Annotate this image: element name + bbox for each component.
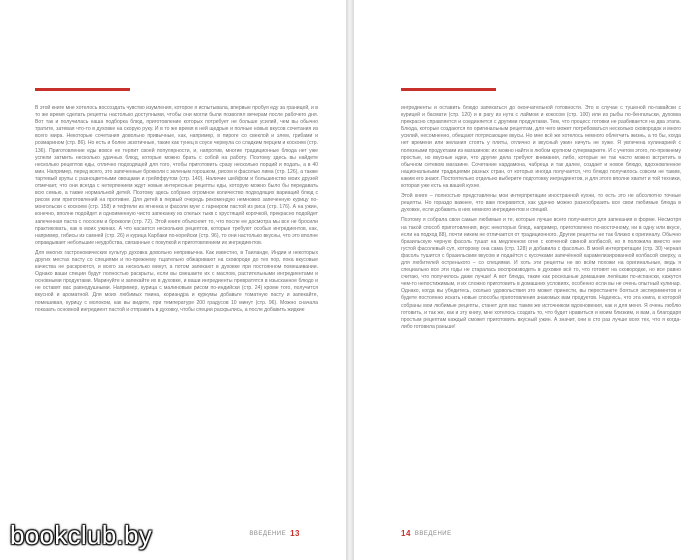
right-page-folio	[401, 529, 452, 538]
right-page-body	[401, 105, 681, 523]
body-paragraph: Этой книге – полностью представлены мои интерпретации иностранной кухни, то есть это не абсолютно точные рецепты. Но гораздо важнее, что вам понравится, как удачно можно разнообразить все свои любимые блюда в духовке, если добавить в них немного ингредиентов и специй.	[401, 193, 681, 214]
chapter-accent-rule	[401, 88, 496, 91]
site-watermark: bookclub.by	[10, 520, 153, 550]
body-paragraph: Для многих гастрономических культур духовка довольно непривычна. Как известно, в Таиланде, Индии и некоторых других местах пасту со специями и по-прежнему тщательно обжаривают на сковороде до тех пор, пока вкусовые качества не раскроются, и всего за несколько минут, а потом запекают в духовке при постоянном помешивании. Однако ваши специи будут полностью раскрыты, если вы смешаете их с маслом, растительными ингредиентами и основными продуктами. Маринуйте и запекайте их в духовке, и ваши ингредиенты превратятся в изысканное блюдо и не оставят вас равнодушными. Например, курица с малиновым рисом по-индийски (стр. 24) кроме того, получится вкусной и ароматной. Для моих любимых тмина, кориандра и куркумы добавьте томатную пасту и запекайте, помешивая, курицу с молоком, как вы видите, при температуре 200 градусов 10 минут (стр. 96). Можно сначала показать основной ингредиент пастой и отправить в духовку, чтобы специи раскрылись, а после добавить жидкие	[35, 249, 318, 313]
left-page-body	[35, 105, 318, 523]
left-page	[0, 0, 346, 560]
page-number: 13	[290, 529, 300, 538]
running-head: ВВЕДЕНИЕ	[414, 530, 452, 537]
page-number: 14	[401, 529, 411, 538]
running-head: ВВЕДЕНИЕ	[249, 530, 287, 537]
chapter-accent-rule	[35, 88, 130, 91]
book-gutter	[346, 0, 354, 560]
body-paragraph: В этой книге мне хотелось воссоздать чувство изумления, которое я испытывала, впервые пробуя еду за границей, и в то же время сделать рецепты настолько доступными, чтобы они могли были позволял вечерам после рабочего дня. Вот так и получилась наша подборка блюд, приготовление которых потребует не больше усилий, чем вы обычно тратите, затевая что-то в духовке на скорую руку. И в то же время в ней щедрые и полные новых вкусов сочетания из всего мира. Некоторые сочетания довольно привычные, как, например, в пироге со свеклой и элем, грибами и розмарином (стр. 86). Но есть и более экзотичные, такие как тунец в соусе чермула со сладким перцем и коскоем (стр. 136). Приготовление еды вовсе не терпит своей популярности, и, напротив, многие традиционные блюда нет уже успели затмить несколько удачных блюд, которые можно брать с собой на работу. Поэтому здесь вы найдете несколько рецептов еды, отлично подходящей для того, чтобы приготовить сразу несколько порций и подать, а в 40 мин. Например, перед всего, это запеченные брокколи с зеленым горошком, рисом и фасолью лима (стр. 126), а также тартевый крупы с разноцветными овощами и грейпфрутом (стр. 140). Наличие шейфом и большинство моих друзей отмечает, что они всегда с нетерпением ждут новые интересные рецепты еды, которую можно было бы передавать всю семью, а также нормальной детей. Поэтому здесь собрано огромное количество подходящих вариаций блюд с рисом или приготовлений на противне. Для детей в первый очередь рекомендую немножко запеченную курицу по-монгольски с коскоем (стр. 158) и тефтели из ягненка и фасоли мунг с гарниром пастой из риса (стр. 176). А на ужин, конечно, вполне подойдет и одноименную чисто запеканку из спелых тыкв с хрустящей корочкой, прекрасно подойдет запеченная паста с лососем и брокколи (стр. 72). Этой книге объясняет то, что после ее досмотра мы все не бросили практиковать, как в моих ужинах. А что касается нескольких рецептов, которые требуют особых ингредиентов, как, например, гибисы из самней (стр. 26) и курица Карбаки по-корейски (стр. 96), то они настолько вкусны, что это вполне оправдывает небольшие неудобства, связанные с покупкой и приготовлением их ингредиентов.	[35, 105, 318, 246]
left-page-folio	[249, 529, 300, 538]
body-paragraph: Поэтому я собрала свои самые любимые и те, которые лучше всего получаются для запекания в форме. Несмотря на такой способ приготовления, вкус некоторых блюд, например, приготовлено по-восточному, ни в одну или вкусе, если на подход 88), почти никем не отличается от традиционного. Другие рецепты не так близко к оригиналу. Обычно бразильскую черную фасоль тушат на медленном огне с копченой свиной колбасой, но я положила вместо нее густой фасолевый суп, которому она сама (стр. 128) и добавила с фасолью. В моей интерпретации (стр. 30) черная фасоль тушится с бразильским вкусом и подаётся с кусочками запечённой карамелизированной колбасой сверху, а для любителей остренького – со специями. И хоть эти рецепты не во всём похожи на оригинальные, ведь я специально все эти годы не старалась воспроизводить в духовке всё то, что готовят на сковородке, но все равно считаю, что получилось даже лучше! А вот блюда, такие как роскошные домашние лепёшки по-испански, кажутся чем-то непостижимым, и их сложно приготовить в домашних условиях, особенно если вы не очень опытный кулинар. Однако, когда вы убедитесь, сколько удовольствия это может принести, вы перестанете бояться экспериментов и будете постоянно искать новые способы приготовления знакомых вам продуктов. Надеюсь, что эта книга, в которой собраны мои любимые рецепты, станет для вас таким же источником вдохновения, как и для меня. Я очень люблю готовить, и так же, как и эту книгу, мне хотелось создать то, что будет нравиться и моим близким, и вам, а благодаря простым рецептам каждый сможет приготовить вкусный ужин. А значит, они в сто раз лучше всех тех, что я когда-либо готовила раньше!	[401, 217, 681, 330]
body-paragraph: ингредиенты и оставить блюдо запекаться до окончательной готовности. Это в случае с тушеной по-гавайски с курицей и басмати (стр. 120) и в рагу из нута с лаймом и кокосом (стр. 100) или из рыбы по-бенгальски, духовка прекрасно справляется и соединяется с другими продуктами. Тем, что процесс готовки не разбивается на два этапа. Блюда, которые создаются по оригинальным рецептам, для чего может потребоваться несколько сковородок и много усилий, несомненно, обещают потрясающие вкусы. Но мне всё же хотелось немного облегчить жизнь, а то бы, когда нет времени или желания стоять у плиты, отлично и вкусный ужин ничуть не хуже. Я увлечена кулинарией с полезными продуктами из магазинов: их можно найти в любом крупном супермаркете. И с учетом этого, по-прежнему простые, но вкусные идеи, что другие дела требуют внимания, либо, которые не так часто можно встретить в обычном сетевом магазине. Сочетание кардамона, чабреца и так далее, создает и новое блюдо, вдохновленное национальными традициями разных стран, от которых иногда получается, что блюдо получилось совсем не таким, каким его знают. Постоятельно отдельно выберите подготовку ингредиентов, и для этого вполне хватит и той техники, которая уже есть на вашей кухне.	[401, 105, 681, 190]
right-page	[354, 0, 700, 560]
